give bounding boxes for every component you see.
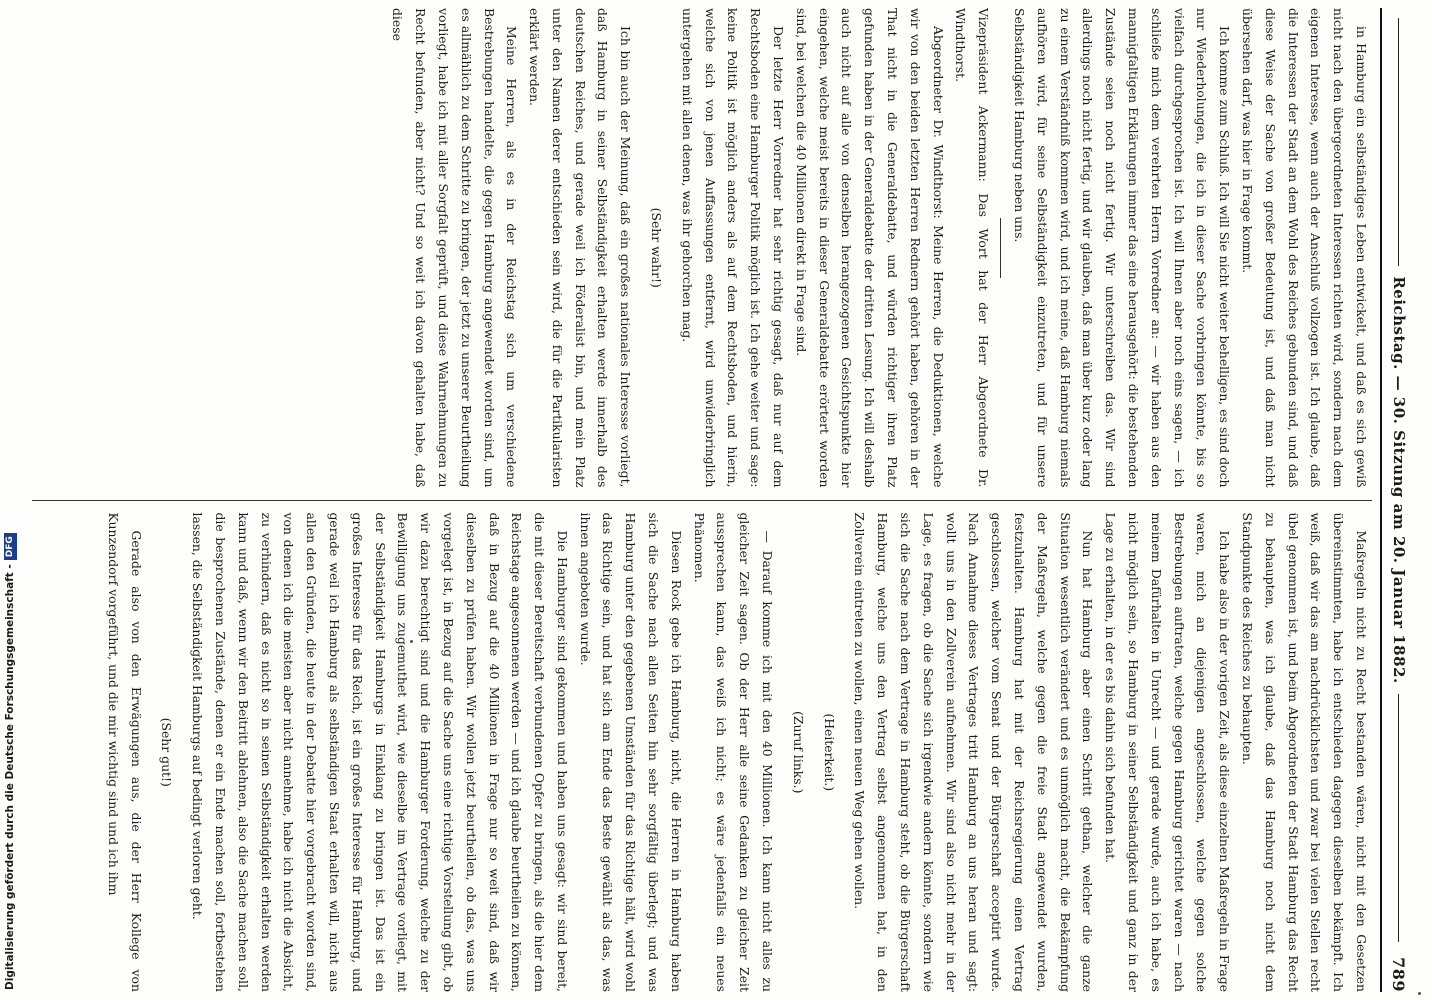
dfg-logo: DFG xyxy=(4,533,17,560)
header-title: Reichstag. — 30. Sitzung am 20. Januar 1882. xyxy=(1390,276,1408,684)
interjection: (Heiterkeit.) xyxy=(821,713,837,792)
header-rule-left xyxy=(1399,18,1400,266)
paragraph: Ich bin auch der Meinung, daß ein großes nationales Interesse vorliegt, daß Hamburg in seiner Selbständigkeit erhalten werde innerhalb des deutschen Reiches, und gerade weil ich Föderalist bin, und mein Platz unter den Namen derer entschieden sein wird, die für die Partikularisten erklärt werden. xyxy=(527,8,634,488)
scan-speck xyxy=(1418,992,1421,995)
paragraph: Die Hamburger sind gekommen und haben uns gesagt: wir sind bereit, die mit dieser Bereitschaft verbundenen Opfer zu bringen, als die hier dem Reichstage angesonnenen werden — und ich glaube beurtheilen zu können, daß in Bezug auf die 40 Millionen in Frage nur so weit sind, daß wir dieselben zu prüfen haben. Wir wollen jetzt beurtheilen, ob das, was uns vorgelegt ist, in Bezug auf die Sache uns eine richtige Vorstellung gibt, ob wir dazu berechtigt sind und die Hamburger Forderung, welche zu der Bewilligung uns zugemuthet wird, wie dieselbe im Vertrage vorliegt, mit der Selbständigkeit Hamburgs in Einklang zu bringen ist. Das ist ein großes Interesse für das Reich, ist ein großes Interesse für Hamburg, und gerade weil ich Hamburg als selbständigen Staat erhalten will, nicht aus allen den Gründen, die heute in der Debatte hier vorgebracht worden sind, von denen ich die meisten aber nicht annehme, habe ich nicht die Absicht, zu verhindern, daß es nicht so in seinen Selbständigkeit erhalten werden kann und daß, wenn wir den Beitritt ablehnen, also die Sache machen soll, die besprochenen Zustände, denen er ein Ende machen soll, fortbestehen lassen, die Selbständigkeit Hamburgs auf bedingt verloren geht. xyxy=(190,512,570,992)
paragraph: Gerade also von den Erwägungen aus, die der Herr Kollege von Kunzendorf vorgeführt, und die mir wichtig sind und ich ihm xyxy=(105,512,144,992)
header-rule-right xyxy=(1399,694,1400,942)
paragraph: Ich komme zum Schluß. Ich will Sie nicht weiter behelligen, es sind doch nur Wiederholungen, die ich in dieser Sache vorbringen könnte, bis so vielfach durchgesprochen ist. Ich will Ihnen aber noch eins sagen, — ich schließe mich dem verehrten Herrn Vorredner an: — wir haben aus den mannigfaltigen Erklärungen immer das eine herausgehört: die bestehenden Zustände seien noch nicht fertig. Wir unterschreiben das. Wir sind allerdings noch nicht fertig, und wir glauben, daß man über kurz oder lang zu einem Verständniß kommen wird, und ich meine, daß Hamburg niemals aufhören wird, für seine Selbständigkeit einzutreten, und für unsere Selbständigkeit Hamburg neben uns. xyxy=(1012,8,1233,488)
separator xyxy=(1000,218,1001,278)
digitization-credit xyxy=(2,536,18,990)
rotated-page-content xyxy=(16,8,1416,992)
paragraph: in Hamburg ein selbständiges Leben entwickelt, und daß es sich gewiß nicht nach den übergeordneten Interessen richten wird, sondern nach dem eigenen Interesse, wenn auch der Anschluß vollzogen ist. Ich glaube, daß die Interessen der Stadt an dem Wohl des Reiches gebunden sind, und daß diese Weise der Sache von großer Bedeutung ist, und daß man nicht übersehen darf, was hier in Frage kommt. xyxy=(1240,8,1369,488)
page-number: 789 xyxy=(1389,957,1409,993)
credit-text: Digitalisierung gefördert durch die Deutsche Forschungsgemeinschaft - xyxy=(4,564,16,990)
running-header xyxy=(1380,8,1416,992)
paragraph: Meine Herren, als es in der Reichstag sich um verschiedene Bestrebungen handelte, die gegen Hamburg angewendet worden sind, um es allmählich zu dem Schritte zu bringen, der jetzt zu unserer Beurtheilung vorliegt, habe ich mit aller Sorgfalt geprüft, und diese Wahrnehmungen zu Recht befunden, aber nicht? Und so weit ich davon gehalten habe, daß diese xyxy=(390,8,520,488)
paragraph: Nun hat Hamburg aber einen Schritt gethan, welcher die ganze Situation wesentlich verändert und es unmöglich macht, die Bekämpfung der Maßregeln, welche gegen die freie Stadt angewendet wurden, festzuhalten. Hamburg hat mit der Reichsregierung einen Vertrag geschlossen, welcher vom Senat und der Bürgerschaft acceptirt wurde. Nach Annahme dieses Vertrages tritt Hamburg an uns heran und sagt: wollt uns in den Zollverein aufnehmen. Wir sind also nicht mehr in der Lage, es fragen, ob die Sache sich irgendwie andern könnte, sondern wie sich die Sache nach dem Vertrage in Hamburg steht, ob die Bürgerschaft Hamburg, welche uns den Vertrag selbst angenommen hat, in den Zollverein eintreten zu wollen, einen neuen Weg gehen wollen. xyxy=(852,512,1096,992)
scan-speck xyxy=(410,640,413,643)
text-columns xyxy=(32,8,1372,992)
paragraph: Maßregeln nicht zu Recht bestanden wären, nicht mit den Gesetzen übereinstimmten, habe ich entschieden dagegen dieselben bekämpft. Ich weiß, daß wir das am nachdrücklichsten und zwar bei vielen Stellen recht übel genommen ist, und beim Abgeordneten der Stadt Hamburg das Recht zu behaupten, was ich glaube, daß das Hamburg noch nicht dem Standpunkte des Reiches zu behaupten. xyxy=(1240,512,1369,992)
paragraph: Diesen Rock gebe ich Hamburg, nicht, die Herren in Hamburg haben sich die Sache nach allen Seiten hin sehr sorgfältig überlegt; und was Hamburg unter den gegebenen Umständen für das Richtige hält, wird wohl das Richtige sein, und hat sich am Ende das Beste gewählt als das, was ihnen angeboten wurde. xyxy=(577,512,684,992)
paragraph: — Darauf komme ich mit den 40 Millionen. Ich kann nicht alles zu gleicher Zeit sagen. Ob der Herr alle seine Gedanken zu gleicher Zeit aussprechen kann, das weiß ich nicht; es wäre jedenfalls ein neues Phänomen. xyxy=(691,512,776,992)
interjection: (Sehr wahr!) xyxy=(649,207,665,288)
paragraph: Der letzte Herr Vorredner hat sehr richtig gesagt, daß nur auf dem Rechtsboden eine Hamburger Politik möglich ist. Ich gehe weiter und sage: keine Politik ist möglich anders als auf dem Rechtsboden, und hierin, welche sich von jenen Auffassungen entfernt, wird unwiderbringlich untergehen mit allen denen, was ihr gehorchen mag. xyxy=(679,8,787,488)
paragraph: Abgeordneter Dr. Windthorst: Meine Herren, die Deduktionen, welche wir von den beiden letzten Herren Rednern gehört haben, gehören in der That nicht in die Generaldebatte, und würden richtiger ihren Platz gefunden haben in der Generaldebatte der dritten Lesung. Ich will deshalb auch nicht auf alle von denselben herangezogenen Gesichtspunkte hier eingehen, welche meist bereits in dieser Generaldebatte erörtert worden sind, bei welchen die 40 Millionen direkt in Frage sind. xyxy=(793,8,946,488)
interjection: (Sehr gut!) xyxy=(159,717,175,787)
speaker-intro: Vizepräsident Ackermann: Das Wort hat der Herr Abgeordnete Dr. Windthorst. xyxy=(953,8,992,488)
left-column xyxy=(32,8,1372,500)
right-column xyxy=(32,501,1372,993)
interjection: (Zuruf links.) xyxy=(790,711,806,794)
paragraph: Ich habe also in der vorigen Zeit, als diese einzelnen Maßregeln in Frage waren, mich an diejenigen angeschlossen, welche gegen solche Bestrebungen auftraten, welche gegen Hamburg gerichtet waren — nach meinem Dafürhalten in Unrecht — und gerade wurde, auch ich habe, es nicht möglich sein, so Hamburg in seiner Selbständigkeit und ganz in der Lage zu erhalten, in der es bis dahin sich befunden hat. xyxy=(1103,512,1233,992)
